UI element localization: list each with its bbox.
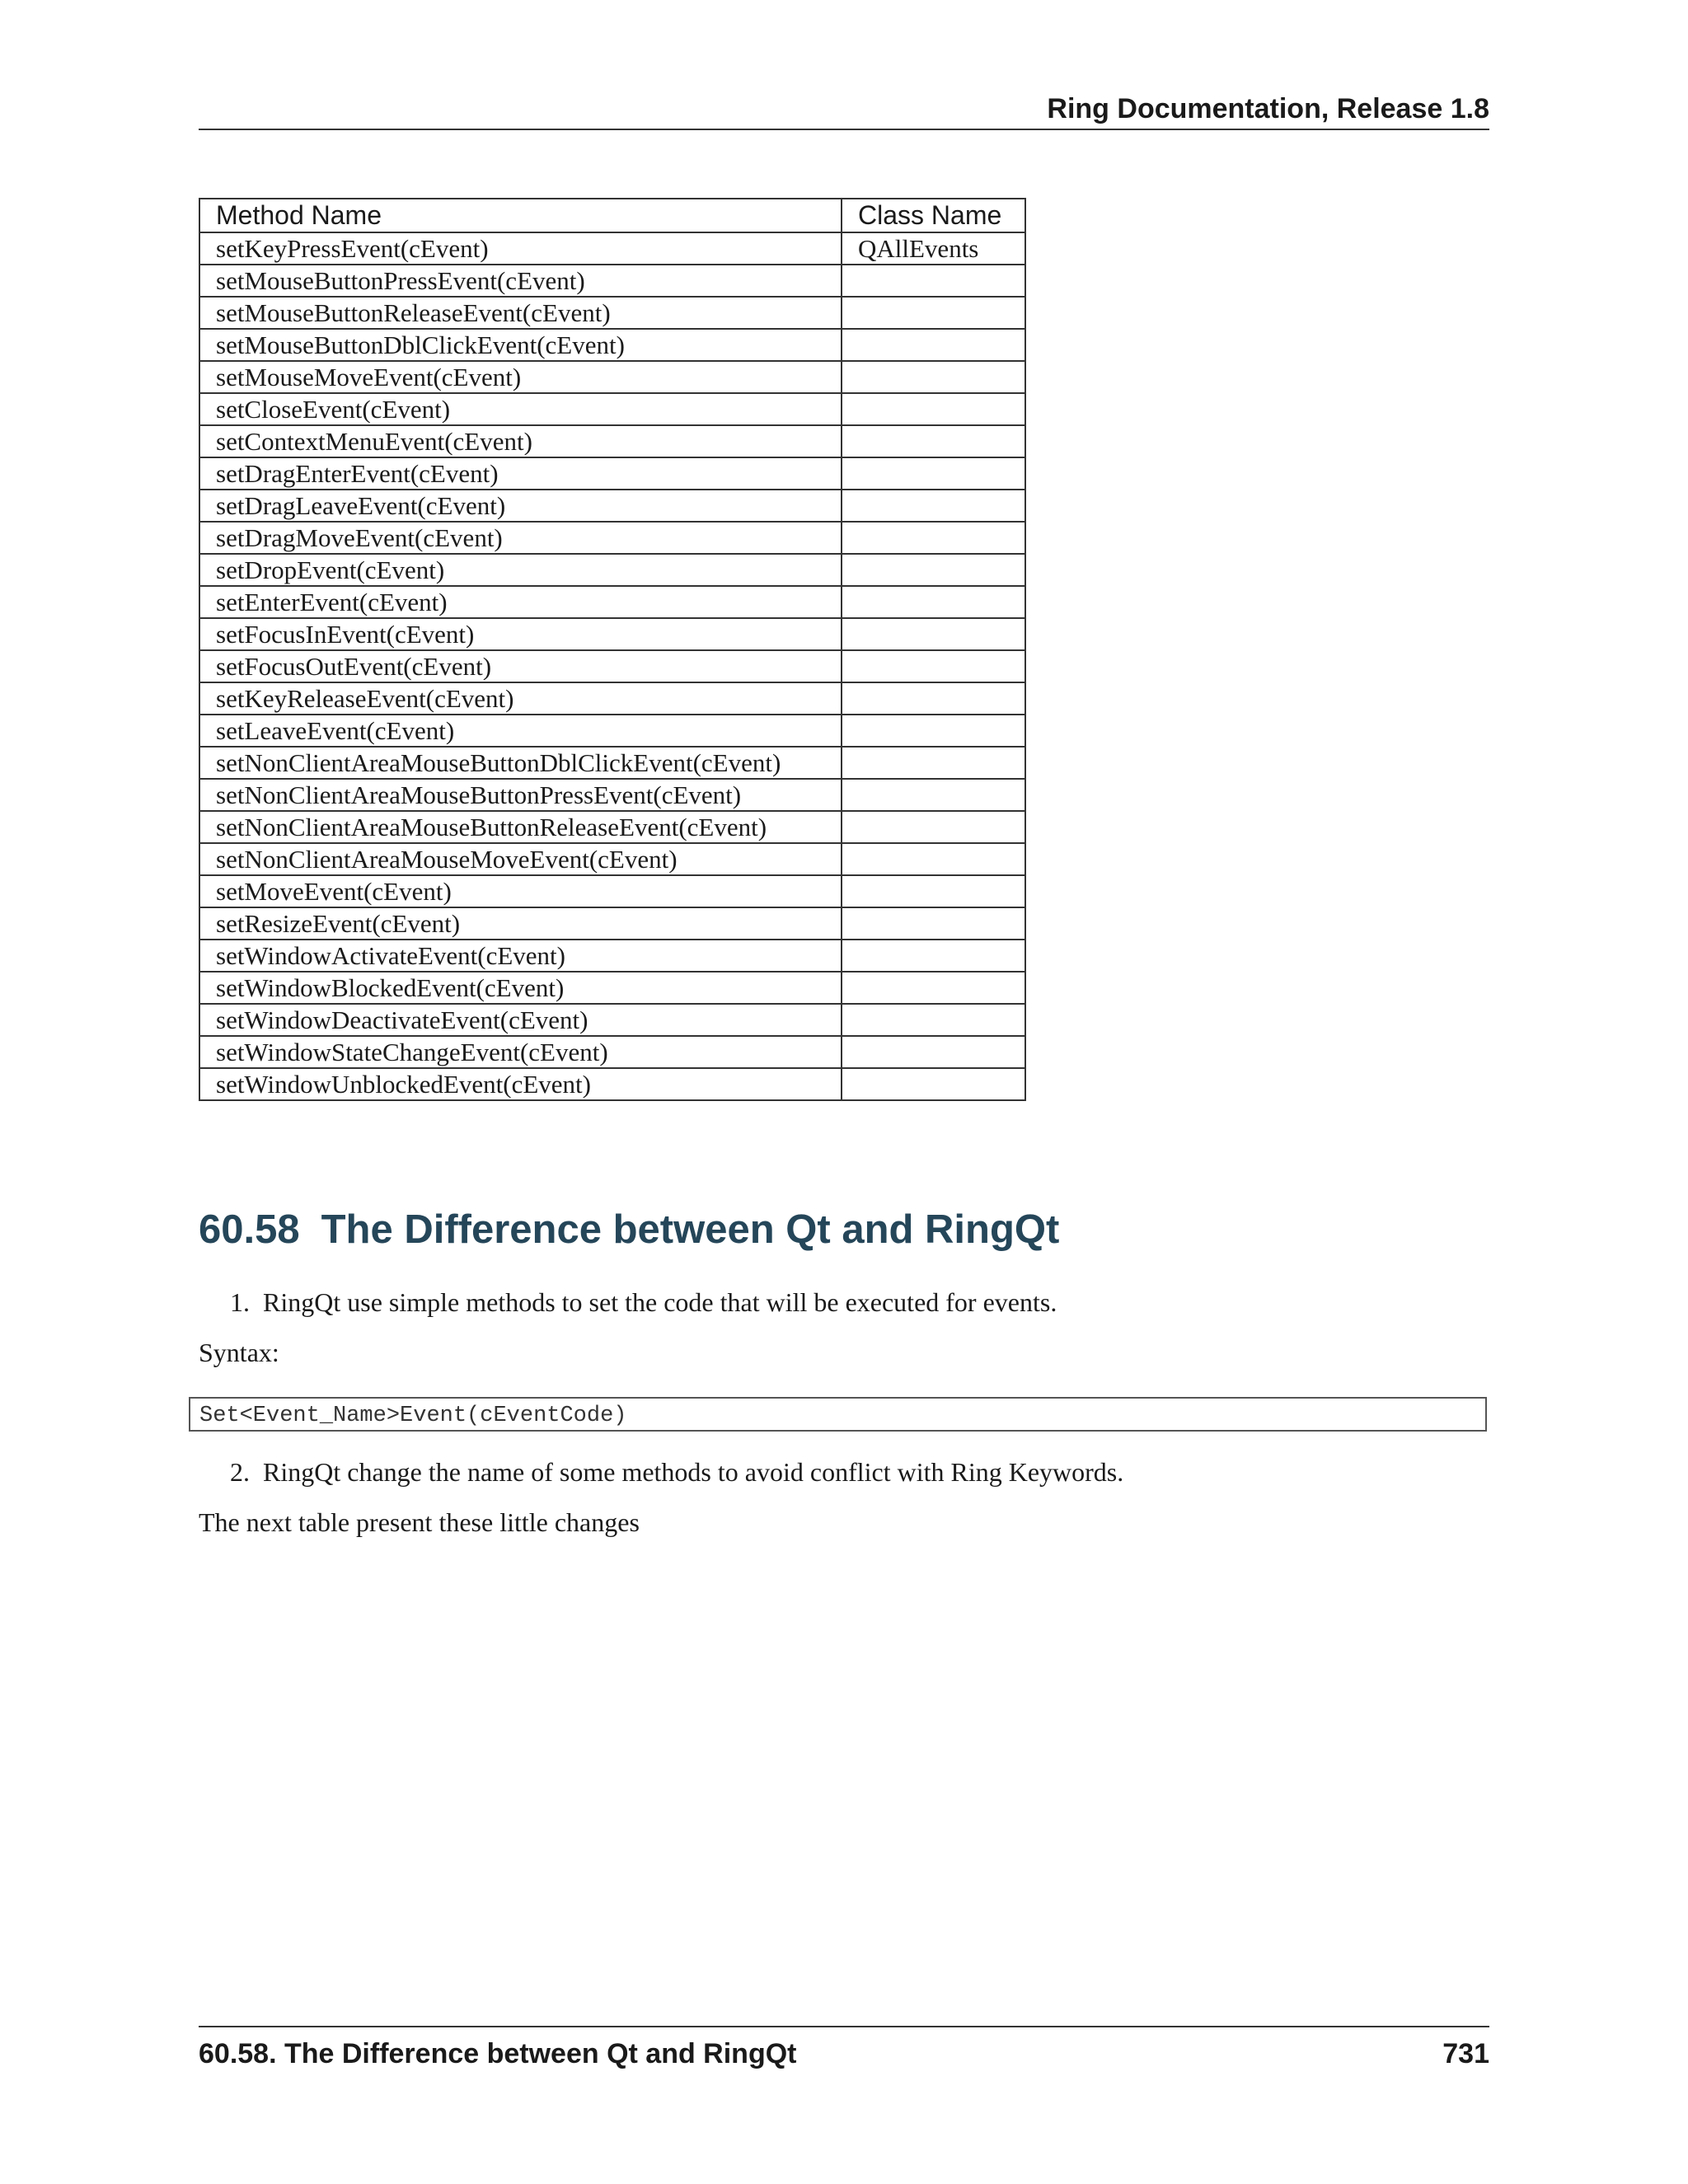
table-row [199,747,1025,779]
class-name-cell [842,1004,1025,1036]
class-name-cell [842,490,1025,522]
section-number: 60.58 [199,1207,300,1252]
table-row [199,682,1025,715]
method-name-cell: setWindowActivateEvent(cEvent) [199,940,842,972]
section-title: The Difference between Qt and RingQt [321,1207,1060,1252]
method-name-cell: setWindowUnblockedEvent(cEvent) [199,1068,842,1100]
method-name-cell: setMouseButtonReleaseEvent(cEvent) [199,297,842,329]
class-name-cell [842,457,1025,490]
table-row [199,522,1025,554]
table-row [199,393,1025,425]
table-row [199,779,1025,811]
list-marker-2: 2. [230,1457,250,1487]
list-item-2 [230,1455,1123,1488]
method-name-cell: setLeaveEvent(cEvent) [199,715,842,747]
table-row [199,1036,1025,1068]
method-name-cell: setWindowDeactivateEvent(cEvent) [199,1004,842,1036]
class-name-cell [842,297,1025,329]
method-name-cell: setMouseButtonPressEvent(cEvent) [199,265,842,297]
table-row [199,297,1025,329]
column-header-class-name: Class Name [842,199,1025,232]
column-header-method-name: Method Name [199,199,842,232]
table-header-row [199,199,1025,232]
table-row [199,329,1025,361]
class-name-cell [842,715,1025,747]
method-name-cell: setEnterEvent(cEvent) [199,586,842,618]
class-name-cell [842,393,1025,425]
class-name-cell [842,554,1025,586]
class-name-cell [842,425,1025,457]
table-row [199,490,1025,522]
method-name-cell: setFocusOutEvent(cEvent) [199,650,842,682]
method-name-cell: setDragMoveEvent(cEvent) [199,522,842,554]
class-name-cell [842,618,1025,650]
class-name-cell [842,650,1025,682]
method-table [199,198,1026,1101]
table-row [199,265,1025,297]
method-name-cell: setKeyPressEvent(cEvent) [199,232,842,265]
class-name-cell [842,522,1025,554]
table-row [199,940,1025,972]
method-name-cell: setNonClientAreaMouseButtonReleaseEvent(cEvent) [199,811,842,843]
class-name-cell [842,940,1025,972]
method-name-cell: setNonClientAreaMouseButtonDblClickEvent(cEvent) [199,747,842,779]
class-name-cell [842,682,1025,715]
method-name-cell: setDragLeaveEvent(cEvent) [199,490,842,522]
section-heading [199,1205,1059,1254]
class-name-cell [842,779,1025,811]
list-marker-1: 1. [230,1287,250,1317]
class-name-cell [842,1068,1025,1100]
method-name-cell: setResizeEvent(cEvent) [199,907,842,940]
method-name-cell: setMouseMoveEvent(cEvent) [199,361,842,393]
method-name-cell: setNonClientAreaMouseButtonPressEvent(cEvent) [199,779,842,811]
method-name-cell: setFocusInEvent(cEvent) [199,618,842,650]
closing-paragraph: The next table present these little changes [199,1507,640,1537]
table-row [199,361,1025,393]
table-row [199,232,1025,265]
table-body [199,232,1025,1100]
footer-page-number: 731 [1442,2038,1489,2069]
table-row [199,843,1025,875]
class-name-cell [842,586,1025,618]
class-name-cell [842,875,1025,907]
syntax-label: Syntax: [199,1338,279,1367]
method-name-cell: setMoveEvent(cEvent) [199,875,842,907]
class-name-cell [842,843,1025,875]
method-name-cell: setDropEvent(cEvent) [199,554,842,586]
page-header [199,92,1489,130]
class-name-cell [842,907,1025,940]
method-name-cell: setMouseButtonDblClickEvent(cEvent) [199,329,842,361]
table-row [199,715,1025,747]
table-row [199,811,1025,843]
table-row [199,425,1025,457]
class-name-cell [842,265,1025,297]
code-block [189,1397,1487,1432]
table-row [199,586,1025,618]
table-row [199,457,1025,490]
table-row [199,972,1025,1004]
list-text-1: RingQt use simple methods to set the code that will be executed for events. [263,1287,1057,1317]
table-row [199,1068,1025,1100]
table-row [199,650,1025,682]
class-name-cell [842,329,1025,361]
method-name-cell: setWindowStateChangeEvent(cEvent) [199,1036,842,1068]
page-footer [199,2026,1489,2077]
table-row [199,907,1025,940]
table-row [199,875,1025,907]
class-name-cell [842,972,1025,1004]
method-name-cell: setNonClientAreaMouseMoveEvent(cEvent) [199,843,842,875]
header-title: Ring Documentation, Release 1.8 [1047,93,1489,124]
code-text: Set<Event_Name>Event(cEventCode) [199,1404,627,1428]
method-name-cell: setCloseEvent(cEvent) [199,393,842,425]
list-item-1 [230,1286,1057,1319]
class-name-cell [842,747,1025,779]
method-name-cell: setKeyReleaseEvent(cEvent) [199,682,842,715]
class-name-cell [842,811,1025,843]
method-name-cell: setContextMenuEvent(cEvent) [199,425,842,457]
footer-section-title: 60.58. The Difference between Qt and RingQt [199,2038,797,2069]
class-name-cell [842,361,1025,393]
table-row [199,554,1025,586]
method-name-cell: setWindowBlockedEvent(cEvent) [199,972,842,1004]
class-name-cell [842,1036,1025,1068]
table-row [199,1004,1025,1036]
class-name-cell: QAllEvents [842,232,1025,265]
list-text-2: RingQt change the name of some methods to avoid conflict with Ring Keywords. [263,1457,1124,1487]
method-name-cell: setDragEnterEvent(cEvent) [199,457,842,490]
table-row [199,618,1025,650]
